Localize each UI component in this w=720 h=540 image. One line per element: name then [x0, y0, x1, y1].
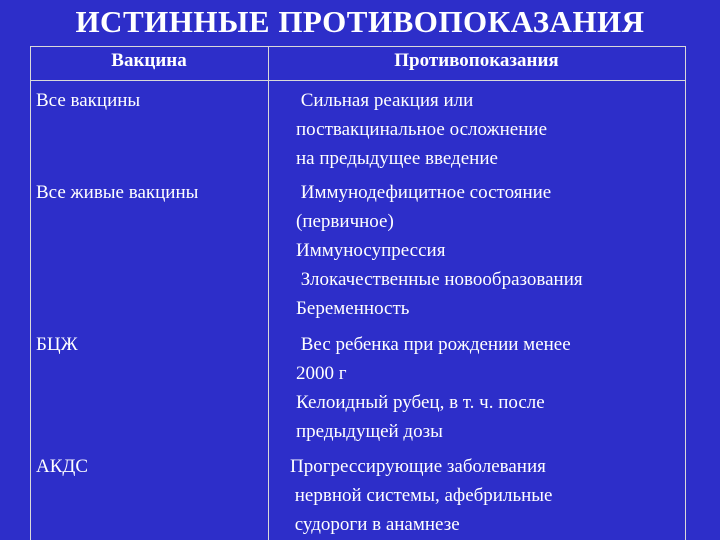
row-1-line-3: на предыдущее введение [296, 148, 498, 169]
header-vaccine: Вакцина [111, 50, 187, 71]
row-4-contraindications [290, 452, 553, 539]
contraindications-table [30, 46, 686, 540]
row-4-vaccine: АКДС [36, 456, 89, 477]
table-border-left [30, 46, 31, 540]
header-divider [30, 80, 686, 81]
table-border-top [30, 46, 686, 47]
row-1-line-2: поствакцинальное осложнение [296, 119, 548, 140]
slide-title: ИСТИННЫЕ ПРОТИВОПОКАЗАНИЯ [75, 4, 645, 39]
row-2-contraindications [296, 178, 583, 323]
row-4-line-3: судороги в анамнезе [290, 514, 460, 535]
row-2-line-4: Злокачественные новообразования [296, 269, 583, 290]
header-contraindications: Противопоказания [394, 50, 559, 71]
row-4-line-1: Прогрессирующие заболевания [290, 456, 546, 477]
row-2-vaccine: Все живые вакцины [36, 182, 199, 203]
row-4-line-2: нервной системы, афебрильные [290, 485, 553, 506]
row-2-line-2: (первичное) [296, 211, 394, 232]
row-3-line-4: предыдущей дозы [296, 421, 443, 442]
row-2-line-3: Иммуносупрессия [296, 240, 446, 261]
row-3-line-2: 2000 г [296, 363, 347, 384]
row-3-line-3: Келоидный рубец, в т. ч. после [296, 392, 545, 413]
table-column-divider [268, 46, 269, 540]
row-3-contraindications [296, 330, 571, 446]
row-2-line-5: Беременность [296, 298, 410, 319]
row-1-vaccine: Все вакцины [36, 90, 141, 111]
row-1-line-1: Сильная реакция или [296, 90, 474, 111]
row-3-vaccine: БЦЖ [36, 334, 78, 355]
row-1-contraindications [296, 86, 547, 173]
row-3-line-1: Вес ребенка при рождении менее [296, 334, 571, 355]
row-2-line-1: Иммунодефицитное состояние [296, 182, 552, 203]
table-border-right [685, 46, 686, 540]
